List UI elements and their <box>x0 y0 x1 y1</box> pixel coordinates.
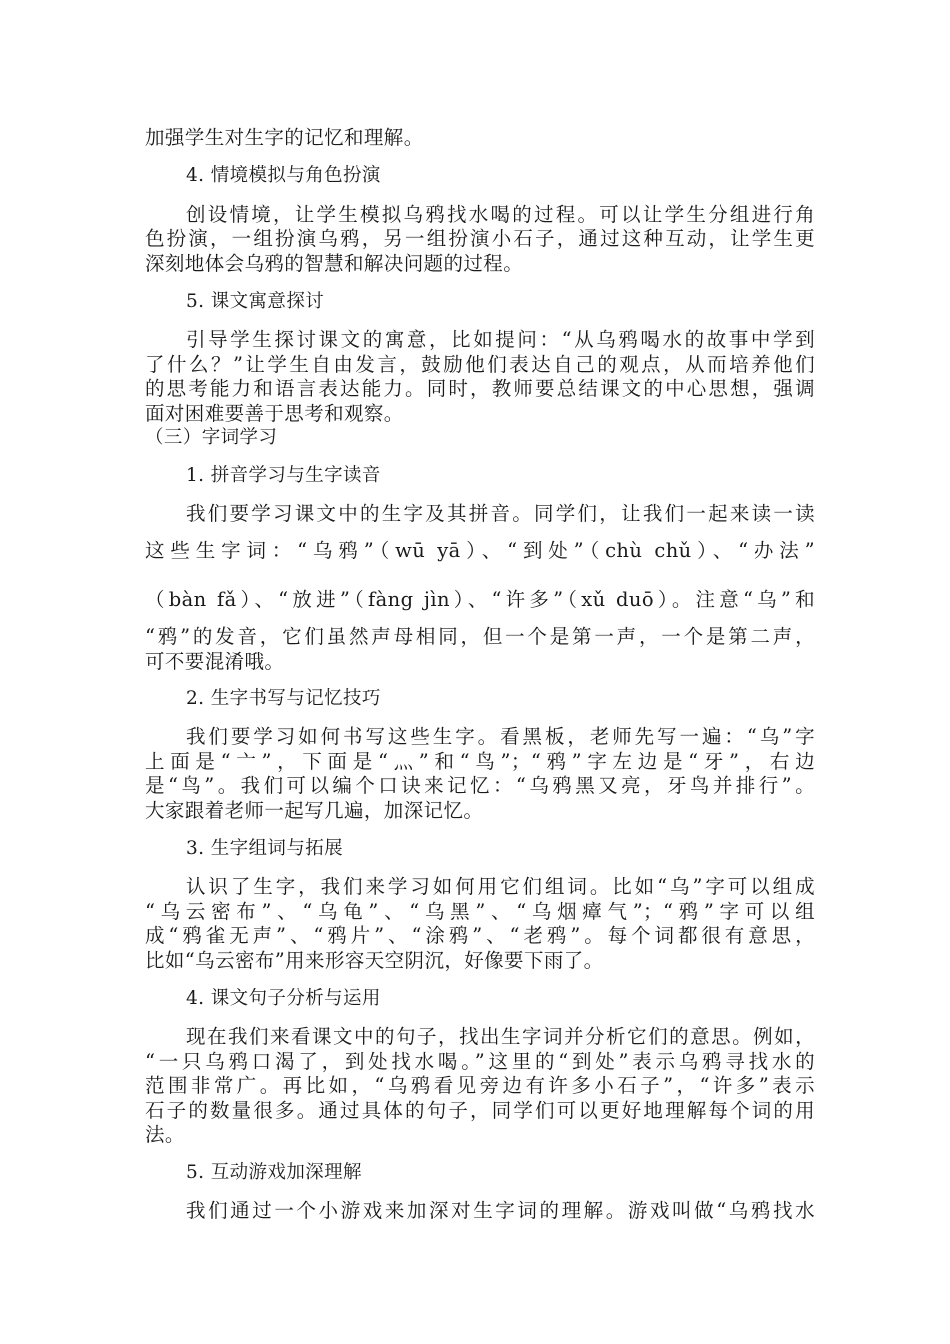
paragraph-line: 了什么？”让学生自由发言，鼓励他们表达自己的观点，从而培养他们 <box>145 353 815 376</box>
paragraph-line: 加强学生对生字的记忆和理解。 <box>145 126 424 149</box>
paragraph-line: 可不要混淆哦。 <box>145 650 285 673</box>
section-heading: 4. 课文句子分析与运用 <box>186 988 381 1009</box>
paragraph-line: “乌云密布”、“乌龟”、“乌黑”、“乌烟瘴气”；“鸦”字可以组 <box>145 900 815 923</box>
paragraph-line: “鸦”的发音，它们虽然声母相同，但一个是第一声，一个是第二声， <box>145 625 815 648</box>
paragraph-line: 我们要学习如何书写这些生字。看黑板，老师先写一遍：“乌”字 <box>186 725 815 748</box>
paragraph-line: 大家跟着老师一起写几遍，加深记忆。 <box>145 799 484 822</box>
section-heading: 5. 课文寓意探讨 <box>186 291 325 312</box>
paragraph-line: 的思考能力和语言表达能力。同时，教师要总结课文的中心思想，强调 <box>145 377 815 400</box>
paragraph-line: 比如“乌云密布”用来形容天空阴沉，好像要下雨了。 <box>145 949 604 972</box>
paragraph-line: 面对困难要善于思考和观察。 <box>145 402 404 425</box>
paragraph-line: 色扮演，一组扮演乌鸦，另一组扮演小石子，通过这种互动，让学生更 <box>145 227 815 250</box>
paragraph-line: 范围非常广。再比如，“乌鸦看见旁边有许多小石子”，“许多”表示 <box>145 1074 815 1097</box>
section-heading: 1. 拼音学习与生字读音 <box>186 465 381 486</box>
paragraph-line: 创设情境，让学生模拟乌鸦找水喝的过程。可以让学生分组进行角 <box>186 203 815 226</box>
paragraph-line: 深刻地体会乌鸦的智慧和解决问题的过程。 <box>145 252 524 275</box>
paragraph-line: 法。 <box>145 1123 185 1146</box>
section-heading: 5. 互动游戏加深理解 <box>186 1162 362 1183</box>
paragraph-line: 我们要学习课文中的生字及其拼音。同学们，让我们一起来读一读 <box>186 502 815 525</box>
paragraph-line: （bàn fǎ）、“放进”（fàng jìn）、“许多”（xǔ duō）。注意“乌”和 <box>145 588 815 611</box>
section-heading: 3. 生字组词与拓展 <box>186 838 344 859</box>
section-heading: （三）字词学习 <box>145 427 278 448</box>
section-heading: 2. 生字书写与记忆技巧 <box>186 688 381 709</box>
paragraph-line: 是“鸟”。我们可以编个口诀来记忆：“乌鸦黑又亮，牙鸟并排行”。 <box>145 774 815 797</box>
paragraph-line: 这些生字词：“乌鸦”（wū yā）、“到处”（chù chǔ）、“办法” <box>145 539 815 562</box>
paragraph-line: 我们通过一个小游戏来加深对生字词的理解。游戏叫做“乌鸦找水 <box>186 1199 815 1222</box>
paragraph-line: “一只乌鸦口渴了，到处找水喝。”这里的“到处”表示乌鸦寻找水的 <box>145 1050 815 1073</box>
paragraph-line: 成“鸦雀无声”、“鸦片”、“涂鸦”、“老鸦”。每个词都很有意思， <box>145 924 815 947</box>
paragraph-line: 认识了生字，我们来学习如何用它们组词。比如“乌”字可以组成 <box>186 875 815 898</box>
paragraph-line: 上面是“亠”，下面是“灬”和“鸟”；“鸦”字左边是“牙”，右边 <box>145 750 815 773</box>
section-heading: 4. 情境模拟与角色扮演 <box>186 165 381 186</box>
paragraph-line: 石子的数量很多。通过具体的句子，同学们可以更好地理解每个词的用 <box>145 1099 815 1122</box>
paragraph-line: 现在我们来看课文中的句子，找出生字词并分析它们的意思。例如， <box>186 1025 815 1048</box>
paragraph-line: 引导学生探讨课文的寓意，比如提问：“从乌鸦喝水的故事中学到 <box>186 328 815 351</box>
